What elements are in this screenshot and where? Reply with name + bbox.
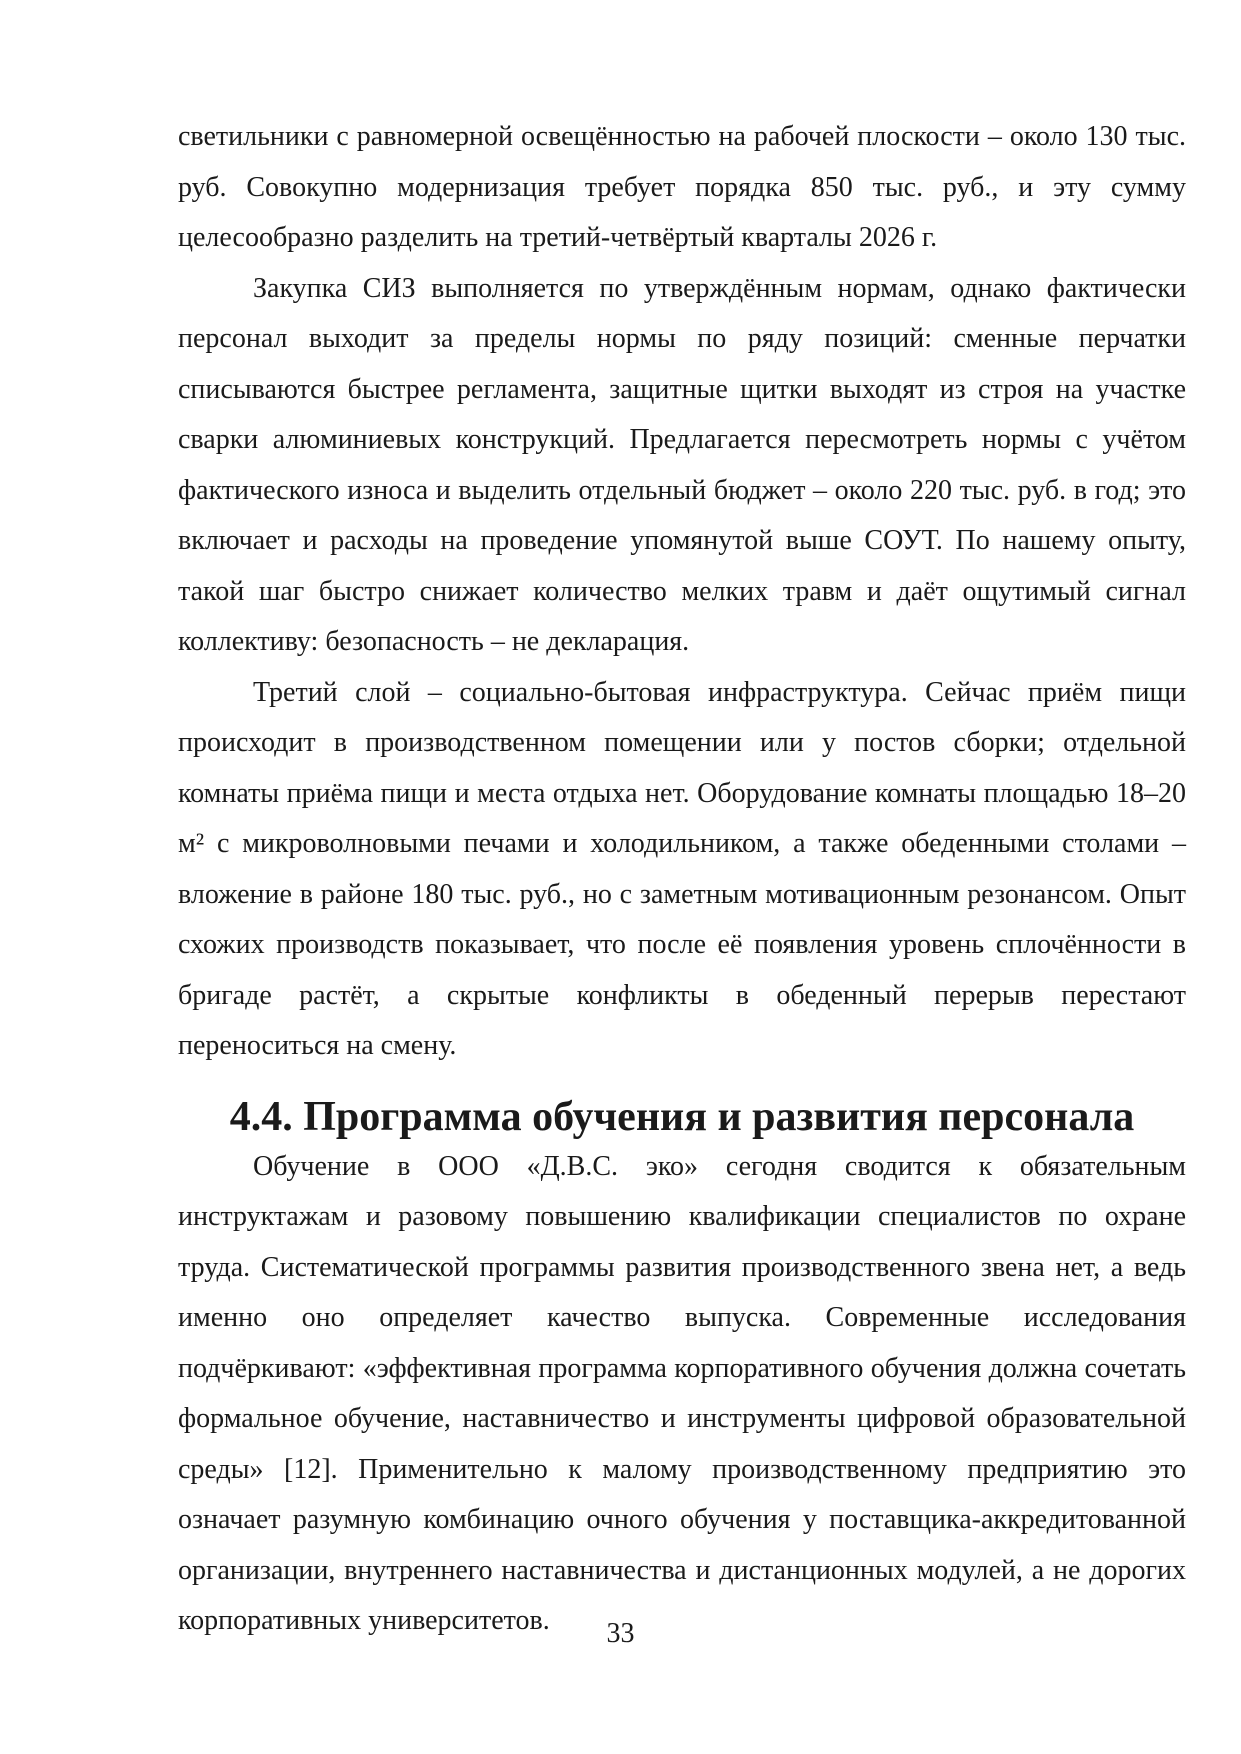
paragraph-social-infrastructure: Третий слой – социально-бытовая инфраструктура. Сейчас приём пищи происходит в производственном помещении или у постов сборки; отдельной комнаты приёма пищи и места отдыха нет. Оборудование комнаты площадью 18–20 м² с микроволновыми печами и холодильником, а также обеденными столами – вложение в районе 180 тыс. руб., но с заметным мотивационным резонансом. Опыт схожих производств показывает, что после её появления уровень сплочённости в бригаде растёт, а скрытые конфликты в обеденный перерыв перестают переноситься на смену. — [178, 676, 1186, 1061]
section-heading: 4.4. Программа обучения и развития персонала — [229, 1093, 1135, 1140]
paragraph-lighting-cost: светильники с равномерной освещённостью на рабочей плоскости – около 130 тыс. руб. Совокупно модернизация требует порядка 850 тыс. руб., и эту сумму целесообразно разделить на третий-четвёртый кварталы 2026 г. — [178, 121, 1186, 253]
paragraph-ppe-procurement: Закупка СИЗ выполняется по утверждённым нормам, однако фактически персонал выходит за пределы нормы по ряду позиций: сменные перчатки списываются быстрее регламента, защитные щитки выходят из строя на участке сварки алюминиевых конструкций. Предлагается пересмотреть нормы с учётом фактического износа и выделить отдельный бюджет – около 220 тыс. руб. в год; это включает и расходы на проведение упомянутой выше СОУТ. По нашему опыту, такой шаг быстро снижает количество мелких травм и даёт ощутимый сигнал коллективу: безопасность – не декларация. — [178, 272, 1186, 657]
paragraph-training-program: Обучение в ООО «Д.В.С. эко» сегодня сводится к обязательным инструктажам и разовому повышению квалификации специалистов по охране труда. Систематической программы развития производственного звена нет, а ведь именно оно определяет качество выпуска. Современные исследования подчёркивают: «эффективная программа корпоративного обучения должна сочетать формальное обучение, наставничество и инструменты цифровой образовательной среды» [12]. Применительно к малому производственному предприятию это означает разумную комбинацию очного обучения у поставщика-аккредитованной организации, внутреннего наставничества и дистанционных модулей, а не дорогих корпоративных университетов. — [178, 1150, 1186, 1636]
page-number: 33 — [606, 1618, 635, 1649]
page-body — [178, 112, 1186, 1647]
